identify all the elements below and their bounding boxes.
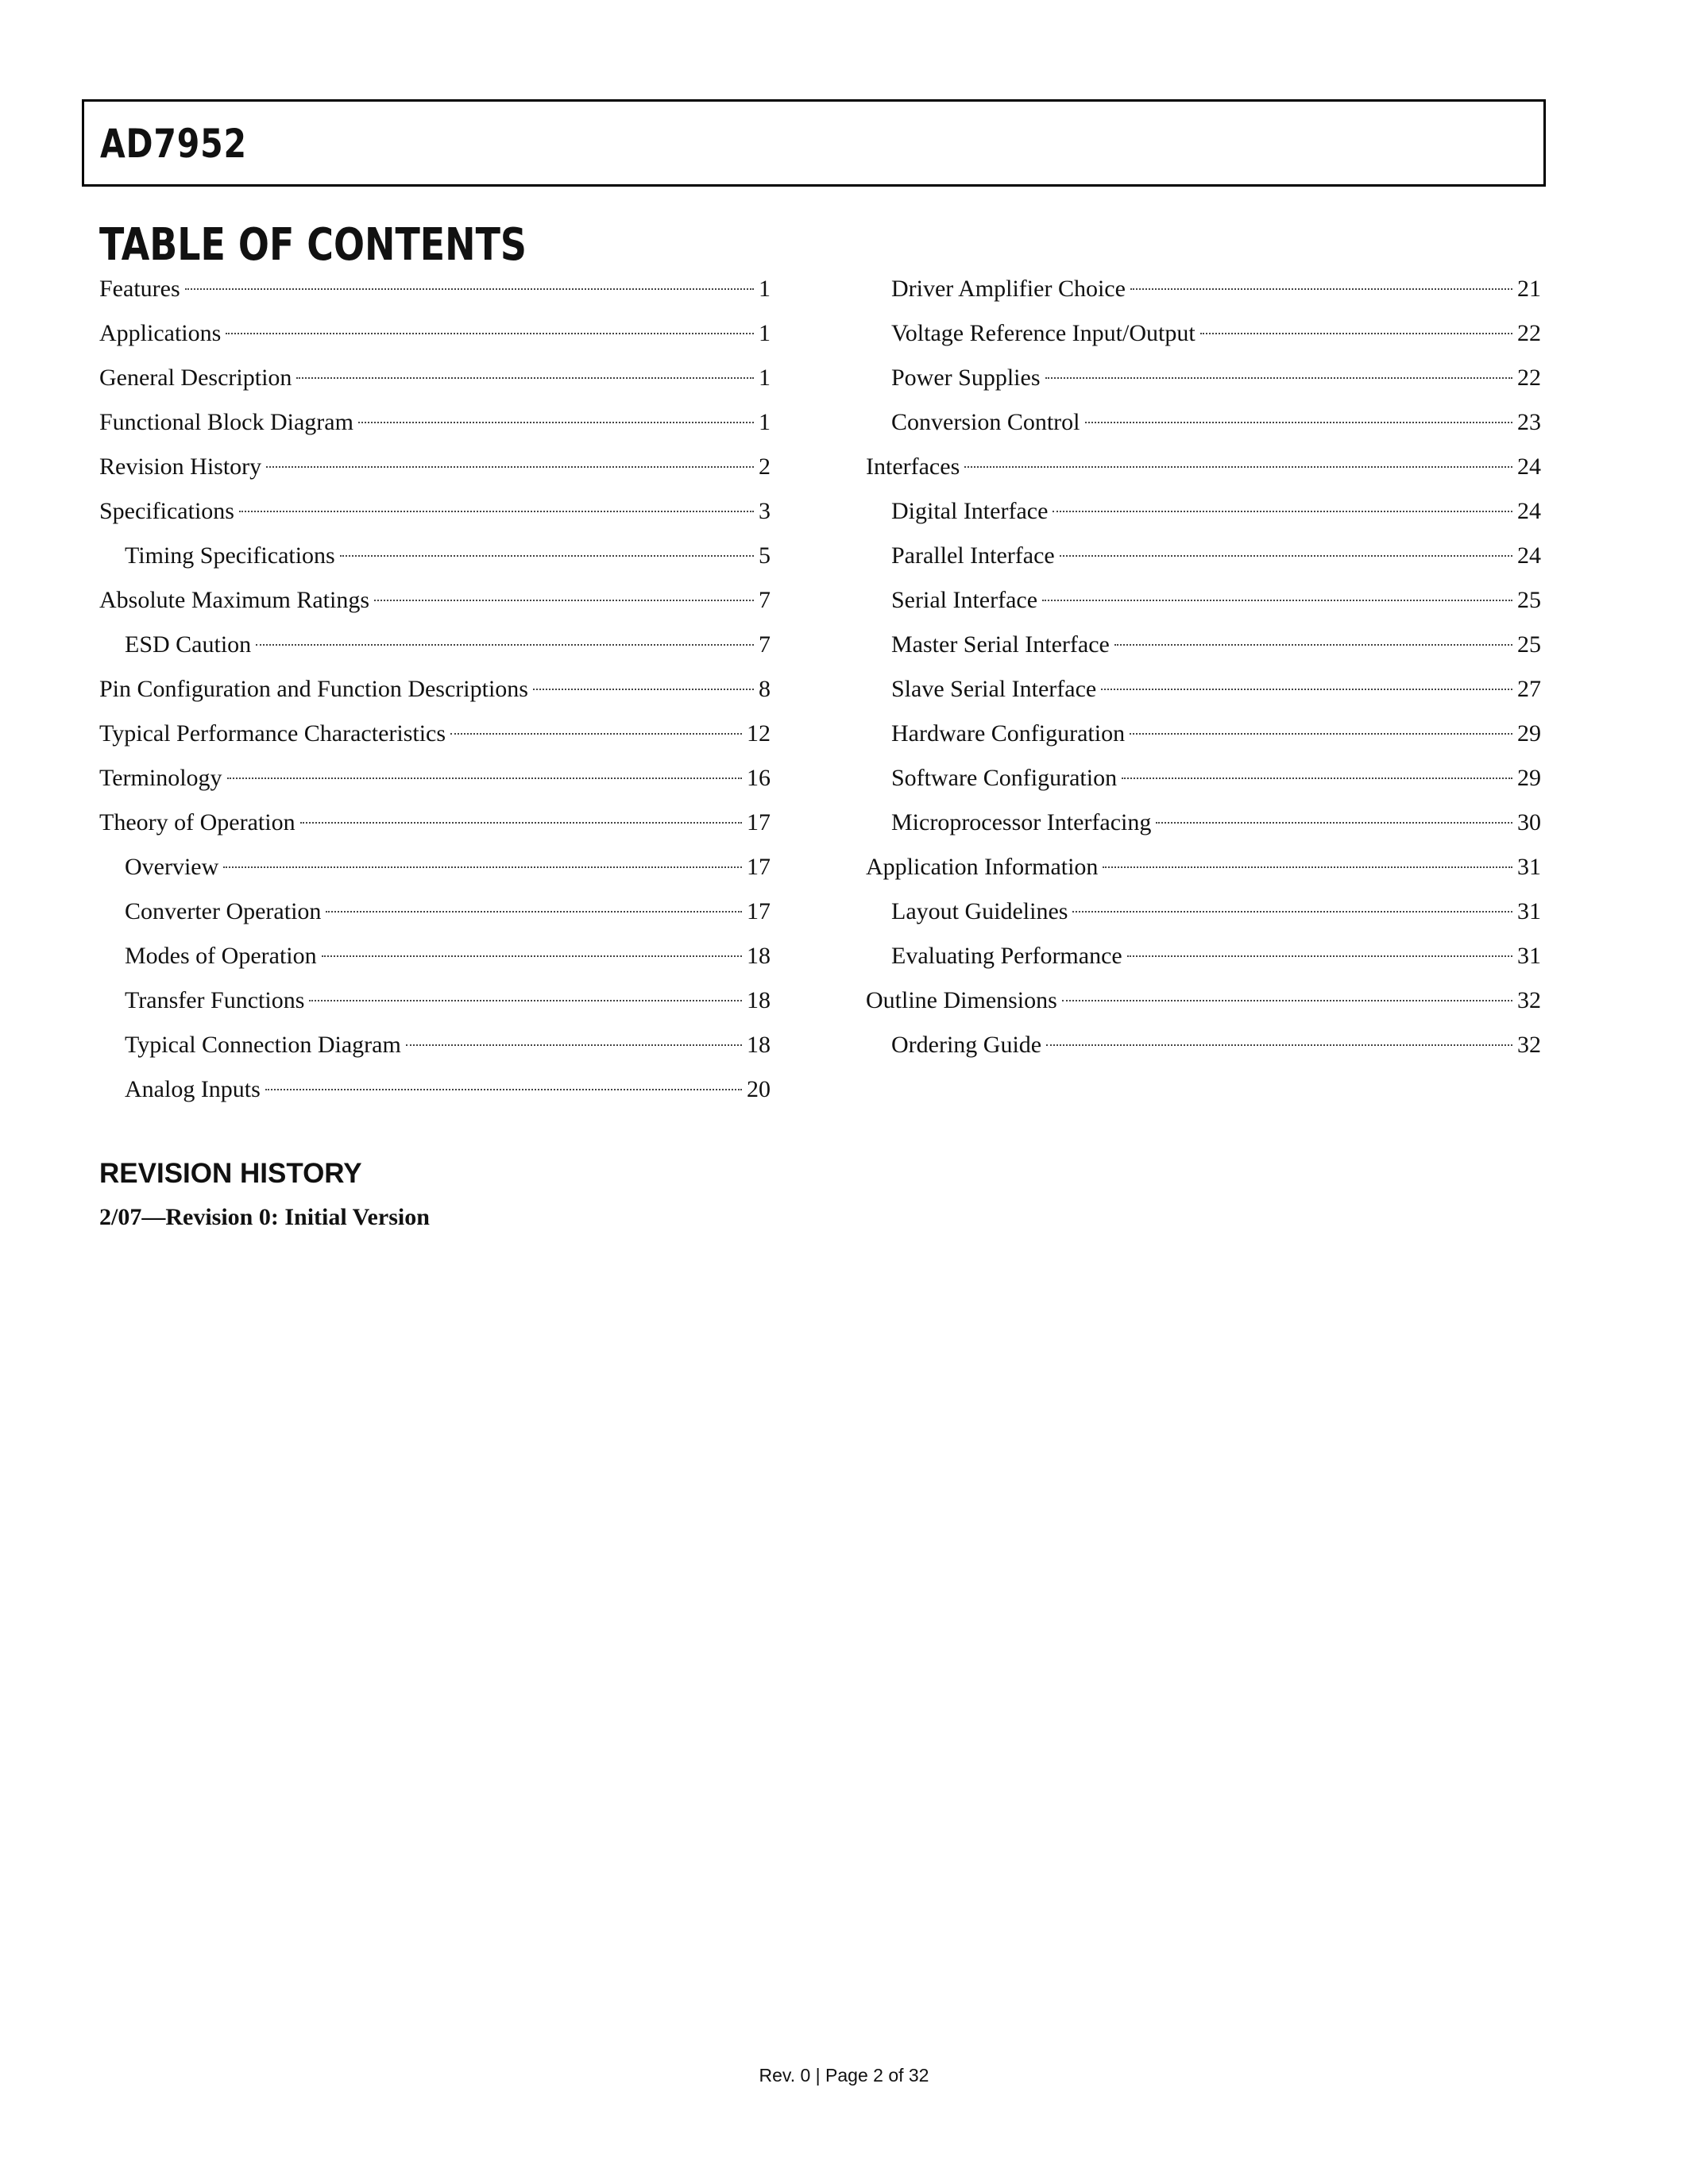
toc-dot-leader bbox=[1200, 333, 1512, 334]
toc-entry[interactable] bbox=[99, 311, 771, 356]
toc-entry-page: 7 bbox=[759, 587, 771, 613]
toc-dot-leader bbox=[406, 1044, 742, 1046]
toc-entry[interactable] bbox=[866, 801, 1541, 845]
toc-entry-label: Applications bbox=[99, 320, 222, 346]
toc-entry-label: Converter Operation bbox=[125, 898, 322, 924]
toc-entry[interactable] bbox=[866, 267, 1541, 311]
toc-dot-leader bbox=[964, 466, 1512, 468]
toc-entry-label: ESD Caution bbox=[125, 631, 252, 658]
toc-entry[interactable] bbox=[866, 311, 1541, 356]
toc-dot-leader bbox=[374, 600, 754, 601]
toc-entry[interactable] bbox=[866, 978, 1541, 1023]
toc-entry-page: 31 bbox=[1517, 943, 1541, 969]
toc-entry-label: Layout Guidelines bbox=[891, 898, 1068, 924]
toc-dot-leader bbox=[340, 555, 754, 557]
toc-entry-page: 18 bbox=[747, 943, 771, 969]
toc-entry-label: Specifications bbox=[99, 498, 234, 524]
toc-entry[interactable] bbox=[866, 889, 1541, 934]
toc-entry-label: Slave Serial Interface bbox=[891, 676, 1097, 702]
toc-entry-label: Analog Inputs bbox=[125, 1076, 261, 1102]
toc-entry-page: 20 bbox=[747, 1076, 771, 1102]
toc-left-column bbox=[99, 267, 771, 1112]
toc-entry-label: Interfaces bbox=[866, 453, 960, 480]
header-box bbox=[82, 99, 1546, 187]
toc-entry-label: Overview bbox=[125, 854, 219, 880]
revision-entry: 2/07—Revision 0: Initial Version bbox=[99, 1204, 430, 1230]
toc-entry[interactable] bbox=[866, 1023, 1541, 1067]
toc-entry[interactable] bbox=[99, 978, 771, 1023]
toc-dot-leader bbox=[1046, 1044, 1512, 1046]
toc-title: TABLE OF CONTENTS bbox=[99, 219, 527, 271]
toc-entry-label: General Description bbox=[99, 365, 292, 391]
toc-entry-label: Functional Block Diagram bbox=[99, 409, 353, 435]
toc-dot-leader bbox=[266, 466, 754, 468]
toc-entry-page: 1 bbox=[759, 365, 771, 391]
toc-entry-label: Master Serial Interface bbox=[891, 631, 1110, 658]
toc-entry-label: Software Configuration bbox=[891, 765, 1118, 791]
toc-entry[interactable] bbox=[99, 623, 771, 667]
toc-entry-label: Terminology bbox=[99, 765, 222, 791]
toc-dot-leader bbox=[533, 689, 754, 690]
toc-entry-page: 30 bbox=[1517, 809, 1541, 835]
toc-dot-leader bbox=[326, 911, 742, 913]
toc-dot-leader bbox=[1053, 511, 1512, 512]
toc-entry[interactable] bbox=[99, 845, 771, 889]
toc-entry[interactable] bbox=[99, 1023, 771, 1067]
toc-entry-page: 31 bbox=[1517, 854, 1541, 880]
toc-entry-page: 23 bbox=[1517, 409, 1541, 435]
toc-entry[interactable] bbox=[866, 489, 1541, 534]
toc-dot-leader bbox=[296, 377, 754, 379]
toc-entry-label: Features bbox=[99, 276, 180, 302]
toc-entry[interactable] bbox=[866, 756, 1541, 801]
toc-entry-label: Power Supplies bbox=[891, 365, 1041, 391]
toc-entry-page: 18 bbox=[747, 1032, 771, 1058]
toc-entry-page: 29 bbox=[1517, 765, 1541, 791]
toc-dot-leader bbox=[300, 822, 742, 824]
toc-dot-leader bbox=[1122, 778, 1512, 779]
toc-entry-page: 18 bbox=[747, 987, 771, 1013]
toc-entry-page: 29 bbox=[1517, 720, 1541, 747]
toc-dot-leader bbox=[450, 733, 742, 735]
toc-entry-label: Typical Connection Diagram bbox=[125, 1032, 401, 1058]
toc-entry[interactable] bbox=[866, 845, 1541, 889]
toc-dot-leader bbox=[309, 1000, 742, 1001]
toc-entry-page: 16 bbox=[747, 765, 771, 791]
toc-entry-page: 27 bbox=[1517, 676, 1541, 702]
toc-dot-leader bbox=[1130, 288, 1512, 290]
toc-entry-page: 22 bbox=[1517, 320, 1541, 346]
toc-entry-page: 17 bbox=[747, 854, 771, 880]
toc-entry-label: Voltage Reference Input/Output bbox=[891, 320, 1196, 346]
toc-dot-leader bbox=[1042, 600, 1512, 601]
part-number: AD7952 bbox=[100, 121, 247, 167]
toc-entry-label: Microprocessor Interfacing bbox=[891, 809, 1152, 835]
toc-entry-label: Revision History bbox=[99, 453, 262, 480]
toc-dot-leader bbox=[227, 778, 742, 779]
toc-entry[interactable] bbox=[99, 445, 771, 489]
toc-entry-label: Driver Amplifier Choice bbox=[891, 276, 1126, 302]
toc-dot-leader bbox=[1130, 733, 1512, 735]
toc-entry-page: 12 bbox=[747, 720, 771, 747]
toc-entry[interactable] bbox=[99, 667, 771, 712]
toc-dot-leader bbox=[322, 955, 742, 957]
toc-entry-page: 2 bbox=[759, 453, 771, 480]
toc-entry[interactable] bbox=[866, 400, 1541, 445]
toc-entry-page: 25 bbox=[1517, 587, 1541, 613]
toc-entry-page: 32 bbox=[1517, 987, 1541, 1013]
toc-dot-leader bbox=[256, 644, 754, 646]
toc-entry[interactable] bbox=[866, 356, 1541, 400]
toc-right-column bbox=[866, 267, 1541, 1067]
toc-entry-label: Application Information bbox=[866, 854, 1099, 880]
toc-entry[interactable] bbox=[99, 756, 771, 801]
toc-entry-page: 7 bbox=[759, 631, 771, 658]
toc-entry-label: Hardware Configuration bbox=[891, 720, 1126, 747]
toc-entry[interactable] bbox=[866, 623, 1541, 667]
toc-entry[interactable] bbox=[866, 934, 1541, 978]
toc-entry[interactable] bbox=[99, 889, 771, 934]
toc-entry-label: Typical Performance Characteristics bbox=[99, 720, 446, 747]
toc-entry-label: Pin Configuration and Function Descriptions bbox=[99, 676, 528, 702]
toc-entry-page: 1 bbox=[759, 276, 771, 302]
toc-entry-label: Modes of Operation bbox=[125, 943, 317, 969]
toc-dot-leader bbox=[1127, 955, 1512, 957]
toc-dot-leader bbox=[1045, 377, 1513, 379]
toc-entry-label: Conversion Control bbox=[891, 409, 1080, 435]
toc-dot-leader bbox=[239, 511, 754, 512]
toc-entry[interactable] bbox=[866, 712, 1541, 756]
toc-entry-label: Timing Specifications bbox=[125, 542, 335, 569]
toc-entry-page: 1 bbox=[759, 320, 771, 346]
toc-entry[interactable] bbox=[99, 801, 771, 845]
toc-entry[interactable] bbox=[99, 712, 771, 756]
toc-entry-label: Absolute Maximum Ratings bbox=[99, 587, 369, 613]
toc-entry-page: 24 bbox=[1517, 498, 1541, 524]
toc-entry-page: 22 bbox=[1517, 365, 1541, 391]
toc-entry-label: Serial Interface bbox=[891, 587, 1038, 613]
toc-entry[interactable] bbox=[99, 489, 771, 534]
toc-entry[interactable] bbox=[99, 356, 771, 400]
toc-entry[interactable] bbox=[866, 445, 1541, 489]
revision-history-heading: REVISION HISTORY bbox=[99, 1158, 362, 1189]
toc-entry-label: Outline Dimensions bbox=[866, 987, 1057, 1013]
toc-dot-leader bbox=[226, 333, 754, 334]
toc-entry-page: 17 bbox=[747, 809, 771, 835]
toc-entry-page: 1 bbox=[759, 409, 771, 435]
toc-entry-label: Theory of Operation bbox=[99, 809, 295, 835]
toc-entry-page: 21 bbox=[1517, 276, 1541, 302]
toc-entry[interactable] bbox=[99, 267, 771, 311]
toc-entry-page: 5 bbox=[759, 542, 771, 569]
toc-entry-label: Ordering Guide bbox=[891, 1032, 1042, 1058]
toc-entry-label: Transfer Functions bbox=[125, 987, 305, 1013]
toc-dot-leader bbox=[1101, 689, 1512, 690]
toc-entry[interactable] bbox=[99, 400, 771, 445]
toc-dot-leader bbox=[1103, 866, 1512, 868]
toc-entry-page: 24 bbox=[1517, 453, 1541, 480]
toc-entry-label: Evaluating Performance bbox=[891, 943, 1122, 969]
toc-dot-leader bbox=[185, 288, 754, 290]
toc-dot-leader bbox=[1072, 911, 1512, 913]
toc-entry[interactable] bbox=[866, 667, 1541, 712]
toc-entry[interactable] bbox=[99, 578, 771, 623]
toc-dot-leader bbox=[358, 422, 754, 423]
toc-dot-leader bbox=[223, 866, 742, 868]
toc-entry[interactable] bbox=[99, 934, 771, 978]
toc-entry-label: Digital Interface bbox=[891, 498, 1049, 524]
toc-entry[interactable] bbox=[866, 534, 1541, 578]
toc-dot-leader bbox=[1062, 1000, 1512, 1001]
toc-entry-page: 3 bbox=[759, 498, 771, 524]
toc-dot-leader bbox=[265, 1089, 742, 1090]
toc-entry-page: 17 bbox=[747, 898, 771, 924]
toc-dot-leader bbox=[1114, 644, 1512, 646]
toc-entry[interactable] bbox=[866, 578, 1541, 623]
page-footer: Rev. 0 | Page 2 of 32 bbox=[759, 2065, 929, 2086]
toc-entry-page: 24 bbox=[1517, 542, 1541, 569]
toc-entry-label: Parallel Interface bbox=[891, 542, 1055, 569]
toc-entry[interactable] bbox=[99, 1067, 771, 1112]
toc-dot-leader bbox=[1085, 422, 1513, 423]
toc-dot-leader bbox=[1060, 555, 1512, 557]
toc-entry[interactable] bbox=[99, 534, 771, 578]
toc-entry-page: 32 bbox=[1517, 1032, 1541, 1058]
toc-entry-page: 25 bbox=[1517, 631, 1541, 658]
toc-entry-page: 31 bbox=[1517, 898, 1541, 924]
toc-dot-leader bbox=[1156, 822, 1512, 824]
toc-entry-page: 8 bbox=[759, 676, 771, 702]
